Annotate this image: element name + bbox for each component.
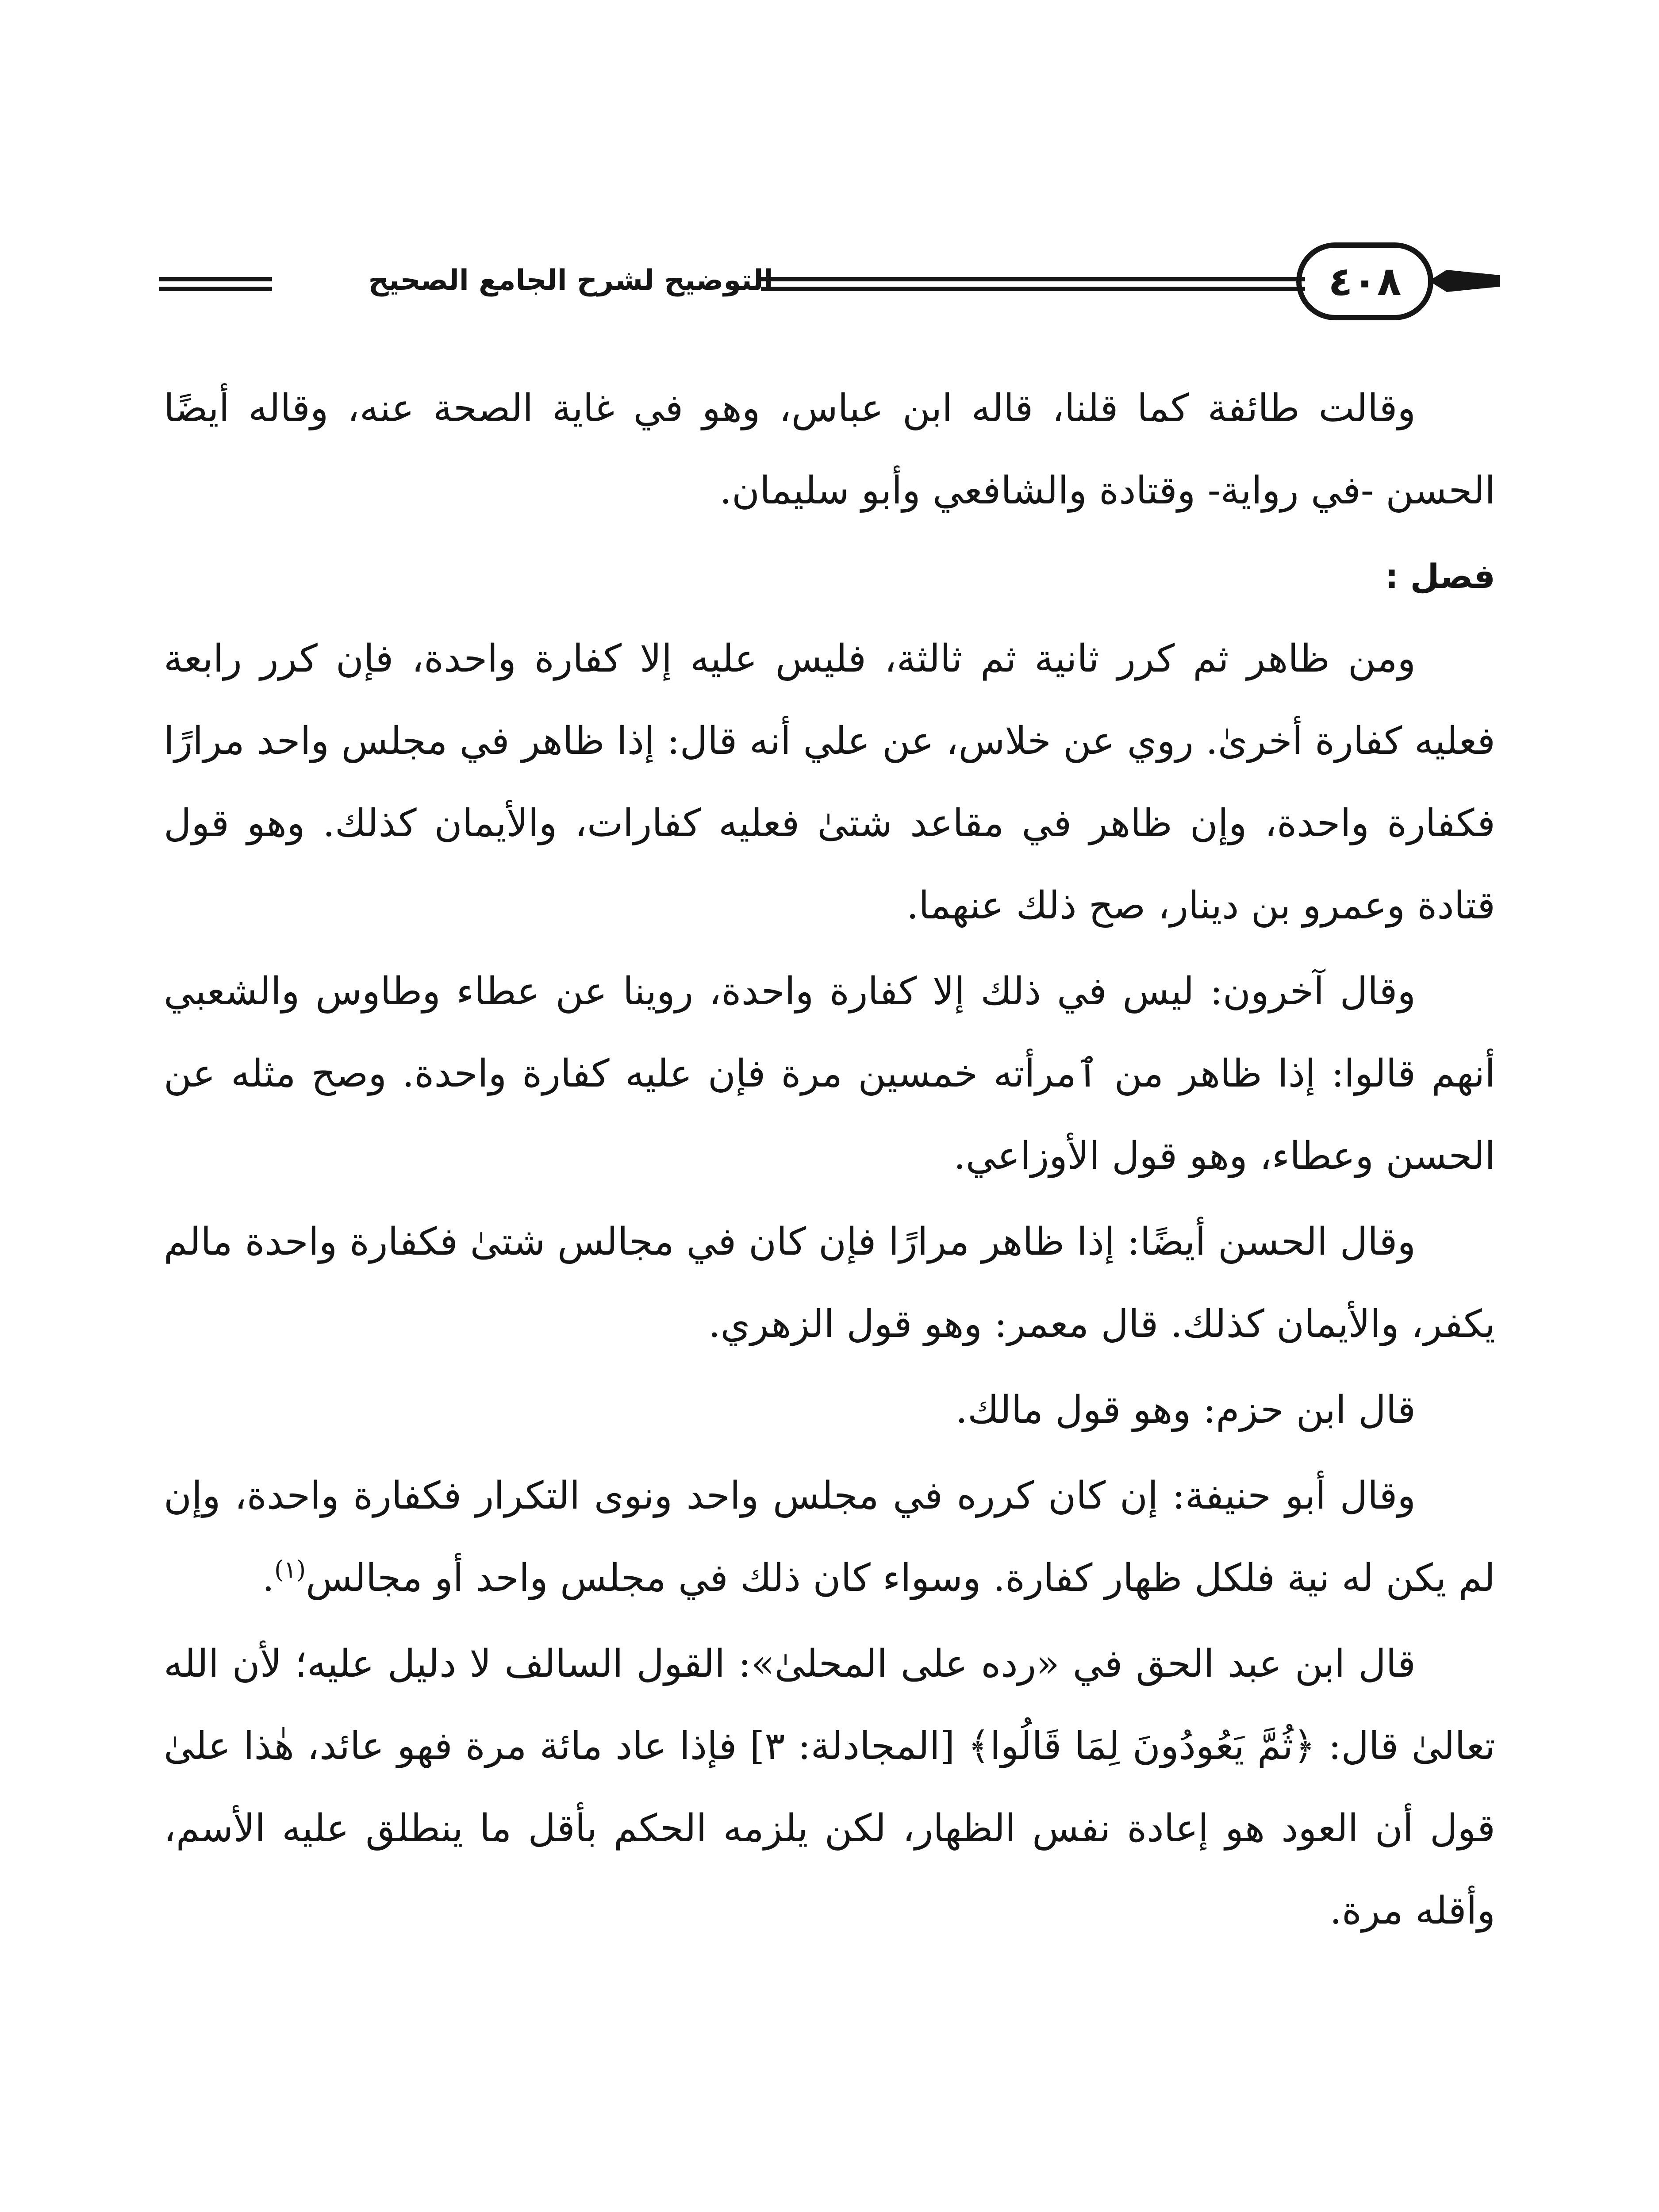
header-rule-left-top xyxy=(159,277,272,281)
paragraph-5: قال ابن حزم: وهو قول مالك. xyxy=(955,1388,1416,1432)
paragraph-7: قال ابن عبد الحق في «رده على المحلىٰ»: القول السالف لا دليل عليه؛ لأن الله تعالىٰ قال: ﴿ثُمَّ يَعُودُونَ لِمَا قَالُوا﴾ [المجادلة: ٣] فإذا عاد مائة مرة فهو عائد، هٰذا علىٰ قول أن العود هو إعادة نفس الظهار، لكن يلزمه الحكم بأقل ما ينطلق عليه الأسم، وأقله مرة. xyxy=(164,1642,1495,1933)
page-number: ٤٠٨ xyxy=(1328,258,1402,305)
header-rule-middle-bottom xyxy=(761,287,1305,291)
running-title: التوضيح لشرح الجامع الصحيح xyxy=(368,264,773,297)
paragraph-6 xyxy=(164,1455,1495,1619)
page-number-badge xyxy=(1296,242,1433,320)
paragraph-4: وقال الحسن أيضًا: إذا ظاهر مرارًا فإن كان في مجالس شتىٰ فكفارة واحدة مالم يكفر، والأيمان كذلك. قال معمر: وهو قول الزهري. xyxy=(164,1220,1495,1346)
section-heading: فصل : xyxy=(1385,557,1495,596)
footnote-reference[interactable]: (١) xyxy=(274,1555,306,1584)
page-badge-ornament xyxy=(1429,270,1500,292)
header-rule-left-bottom xyxy=(159,287,272,291)
paragraph-6-end: . xyxy=(262,1556,274,1600)
paragraph-3: وقال آخرون: ليس في ذلك إلا كفارة واحدة، روينا عن عطاء وطاوس والشعبي أنهم قالوا: إذا ظاهر من ٱمرأته خمسين مرة فإن عليه كفارة واحدة. وصح مثله عن الحسن وعطاء، وهو قول الأوزاعي. xyxy=(164,969,1495,1178)
header-rule-middle-top xyxy=(761,277,1305,281)
paragraph-1: وقالت طائفة كما قلنا، قاله ابن عباس، وهو في غاية الصحة عنه، وقاله أيضًا الحسن -في رواية- وقتادة والشافعي وأبو سليمان. xyxy=(164,386,1495,513)
main-text xyxy=(164,367,1495,1955)
page-header xyxy=(159,239,1500,327)
paragraph-6-text: وقال أبو حنيفة: إن كان كرره في مجلس واحد ونوى التكرار فكفارة واحدة، وإن لم يكن له نية فلكل ظهار كفارة. وسواء كان ذلك في مجلس واحد أو مجالس xyxy=(164,1474,1495,1600)
paragraph-2: ومن ظاهر ثم كرر ثانية ثم ثالثة، فليس عليه إلا كفارة واحدة، فإن كرر رابعة فعليه كفارة أخرىٰ. روي عن خلاس، عن علي أنه قال: إذا ظاهر في مجلس واحد مرارًا فكفارة واحدة، وإن ظاهر في مقاعد شتىٰ فعليه كفارات، والأيمان كذلك. وهو قول قتادة وعمرو بن دينار، صح ذلك عنهما. xyxy=(164,637,1495,928)
